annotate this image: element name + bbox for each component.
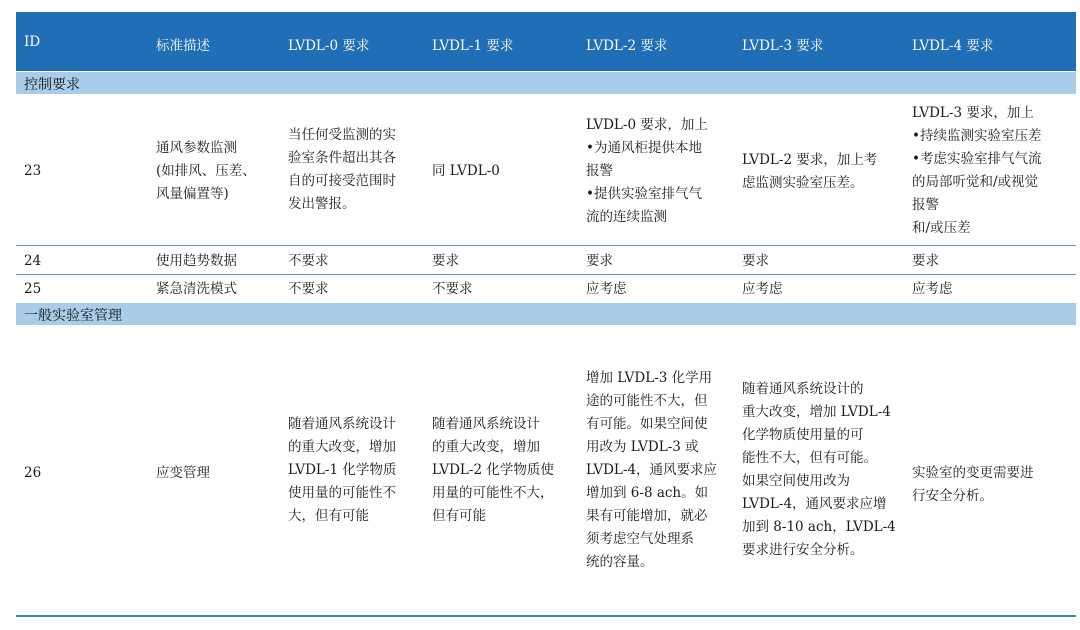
line: •为通风柜提供本地 xyxy=(586,140,702,156)
line: 流的连续监测 xyxy=(586,209,667,225)
line: 统的容量。 xyxy=(586,554,654,570)
line: 的重大改变，增加 xyxy=(432,439,540,455)
line: 果有可能增加，就必 xyxy=(586,508,708,524)
line: 同 LVDL-0 xyxy=(432,163,500,179)
row24-lvdl2: 要求 xyxy=(586,253,613,269)
section-control xyxy=(16,72,1076,94)
row25-lvdl0: 不要求 xyxy=(288,281,329,297)
line: •持续监测实验室压差 xyxy=(912,128,1042,144)
row26-lvdl0 xyxy=(288,413,428,528)
line: 的局部听觉和/或视觉 xyxy=(912,174,1039,190)
line: 有可能。如果空间使 xyxy=(586,416,708,432)
line: 重大改变，增加 LVDL-4 xyxy=(742,404,891,420)
header-lvdl0: LVDL-0 要求 xyxy=(288,38,370,54)
row24-id: 24 xyxy=(24,253,42,269)
header-lvdl4: LVDL-4 要求 xyxy=(912,38,994,54)
line: LVDL-4，通风要求应增 xyxy=(742,496,887,512)
line: 大，但有可能 xyxy=(288,508,369,524)
line: LVDL-2 化学物质使 xyxy=(432,462,554,478)
line: 发出警报。 xyxy=(288,196,356,212)
line: 验室条件超出其各 xyxy=(288,150,396,166)
row-divider xyxy=(16,245,1076,246)
header-id: ID xyxy=(24,34,41,50)
line: 增加到 6-8 ach。如 xyxy=(586,485,709,501)
row23-lvdl0 xyxy=(288,124,424,216)
line: (如排风、压差、 xyxy=(156,163,256,179)
line: 风量偏置等) xyxy=(156,186,229,202)
row26-lvdl4 xyxy=(912,462,1072,508)
line: 用量的可能性不大， xyxy=(432,485,554,501)
table-bottom-rule xyxy=(16,615,1076,617)
row23-lvdl1 xyxy=(432,160,572,183)
line: 如果空间使用改为 xyxy=(742,473,850,489)
row26-lvdl1 xyxy=(432,413,582,528)
row23-lvdl4 xyxy=(912,102,1072,240)
row26-id: 26 xyxy=(24,465,42,481)
row24-lvdl1: 要求 xyxy=(432,253,459,269)
header-description: 标准描述 xyxy=(156,38,210,54)
line: 报警 xyxy=(912,197,939,213)
row24-lvdl4: 要求 xyxy=(912,253,939,269)
row23-lvdl3 xyxy=(742,149,902,195)
line: LVDL-1 化学物质 xyxy=(288,462,397,478)
row24-description: 使用趋势数据 xyxy=(156,253,237,269)
line: LVDL-0 要求，加上 xyxy=(586,117,708,133)
line: LVDL-4，通风要求应 xyxy=(586,462,718,478)
line: LVDL-2 要求，加上考 xyxy=(742,152,878,168)
row25-id: 25 xyxy=(24,281,42,297)
line: 但有可能 xyxy=(432,508,486,524)
line: 报警 xyxy=(586,163,613,179)
line: 行安全分析。 xyxy=(912,488,993,504)
row26-lvdl2 xyxy=(586,367,736,574)
line: •考虑实验室排气气流 xyxy=(912,151,1042,167)
line: 要求进行安全分析。 xyxy=(742,542,864,558)
line: 通风参数监测 xyxy=(156,140,237,156)
section-general xyxy=(16,303,1076,325)
line: LVDL-3 要求，加上 xyxy=(912,105,1034,121)
row26-lvdl3 xyxy=(742,378,906,562)
line: 使用量的可能性不 xyxy=(288,485,396,501)
row23-lvdl2 xyxy=(586,114,734,229)
line: 途的可能性不大，但 xyxy=(586,393,708,409)
line: 随着通风系统设计 xyxy=(432,416,540,432)
line: 加到 8-10 ach，LVDL-4 xyxy=(742,519,896,535)
header-lvdl3: LVDL-3 要求 xyxy=(742,38,824,54)
line: 当任何受监测的实 xyxy=(288,127,396,143)
line: 用改为 LVDL-3 或 xyxy=(586,439,699,455)
line: 须考虑空气处理系 xyxy=(586,531,694,547)
header-lvdl2: LVDL-2 要求 xyxy=(586,38,668,54)
row24-lvdl0: 不要求 xyxy=(288,253,329,269)
line: 随着通风系统设计 xyxy=(288,416,396,432)
line: 化学物质使用量的可 xyxy=(742,427,864,443)
row25-description: 紧急清洗模式 xyxy=(156,281,237,297)
line: 能性不大，但有可能。 xyxy=(742,450,877,466)
line: 自的可接受范围时 xyxy=(288,173,396,189)
row26-description: 应变管理 xyxy=(156,465,210,481)
row23-description xyxy=(156,137,276,206)
line: 虑监测实验室压差。 xyxy=(742,175,864,191)
line: •提供实验室排气气 xyxy=(586,186,702,202)
line: 的重大改变，增加 xyxy=(288,439,396,455)
row25-lvdl2: 应考虑 xyxy=(586,281,627,297)
row23-id: 23 xyxy=(24,163,42,179)
row24-lvdl3: 要求 xyxy=(742,253,769,269)
row25-lvdl4: 应考虑 xyxy=(912,281,953,297)
row-divider xyxy=(16,274,1076,275)
line: 随着通风系统设计的 xyxy=(742,381,864,397)
line: 增加 LVDL-3 化学用 xyxy=(586,370,713,386)
section-control-label: 控制要求 xyxy=(24,77,80,93)
row25-lvdl3: 应考虑 xyxy=(742,281,783,297)
line: 和/或压差 xyxy=(912,220,971,236)
row25-lvdl1: 不要求 xyxy=(432,281,473,297)
line: 实验室的变更需要进 xyxy=(912,465,1034,481)
header-lvdl1: LVDL-1 要求 xyxy=(432,38,514,54)
section-general-label: 一般实验室管理 xyxy=(24,308,122,324)
